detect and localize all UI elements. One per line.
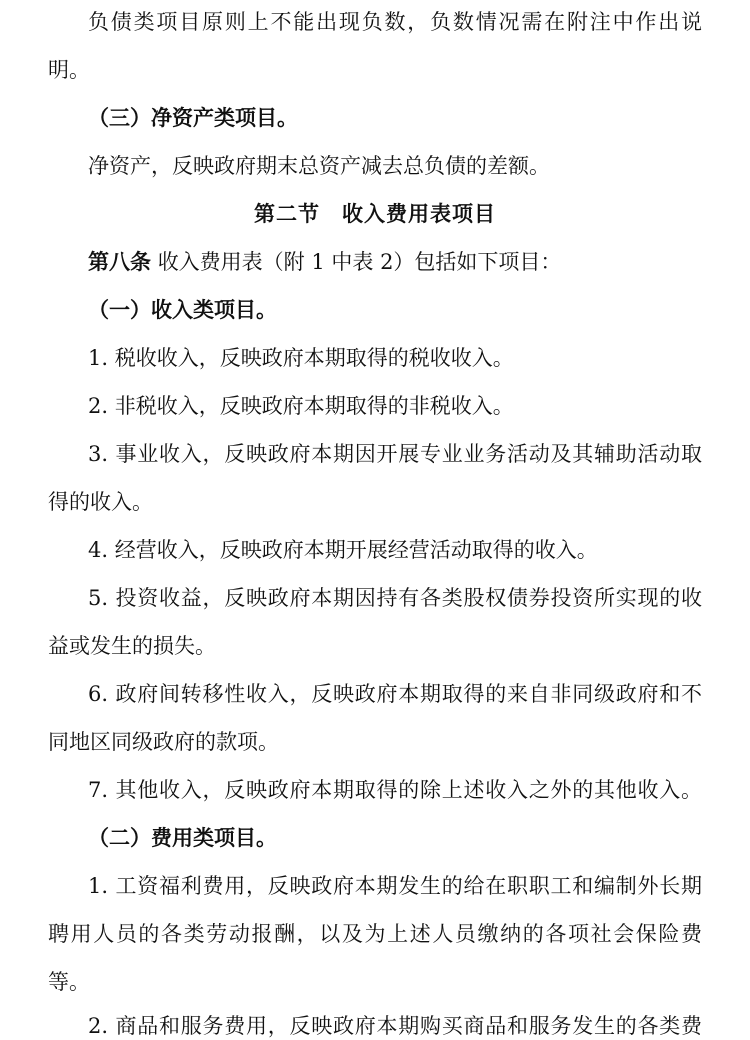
section-heading: （一）收入类项目。 [88,297,277,322]
list-item-continuation: 聘用人员的各类劳动报酬，以及为上述人员缴纳的各项社会保险费 [48,922,702,946]
list-item: 7. 其他收入，反映政府本期取得的除上述收入之外的其他收入。 [88,778,702,802]
list-item: 2. 非税收入，反映政府本期取得的非税收入。 [88,394,514,418]
list-item-continuation: 益或发生的损失。 [48,634,216,658]
list-item-continuation: 等。 [48,970,90,994]
section-heading: （三）净资产类项目。 [88,105,298,130]
section-heading: （二）费用类项目。 [88,825,277,850]
list-item: 1. 工资福利费用，反映政府本期发生的给在职职工和编制外长期 [88,874,702,898]
paragraph-line: 明。 [48,58,90,82]
paragraph-line: 净资产，反映政府期末总资产减去总负债的差额。 [88,154,550,178]
article-line [88,248,561,276]
article-text: 收入费用表（附 1 中表 2）包括如下项目： [157,250,562,274]
list-item: 1. 税收收入，反映政府本期取得的税收收入。 [88,346,514,370]
list-item: 3. 事业收入，反映政府本期因开展专业业务活动及其辅助活动取 [88,442,702,466]
list-item: 4. 经营收入，反映政府本期开展经营活动取得的收入。 [88,538,598,562]
list-item-continuation: 得的收入。 [48,490,153,514]
article-number: 第八条 [88,249,151,274]
list-item: 2. 商品和服务费用，反映政府本期购买商品和服务发生的各类费 [88,1014,702,1038]
list-item: 6. 政府间转移性收入，反映政府本期取得的来自非同级政府和不 [88,682,702,706]
list-item-continuation: 同地区同级政府的款项。 [48,730,279,754]
list-item: 5. 投资收益，反映政府本期因持有各类股权债券投资所实现的收 [88,586,702,610]
paragraph-line: 负债类项目原则上不能出现负数，负数情况需在附注中作出说 [88,10,702,34]
section-title: 第二节 收入费用表项目 [254,201,496,226]
